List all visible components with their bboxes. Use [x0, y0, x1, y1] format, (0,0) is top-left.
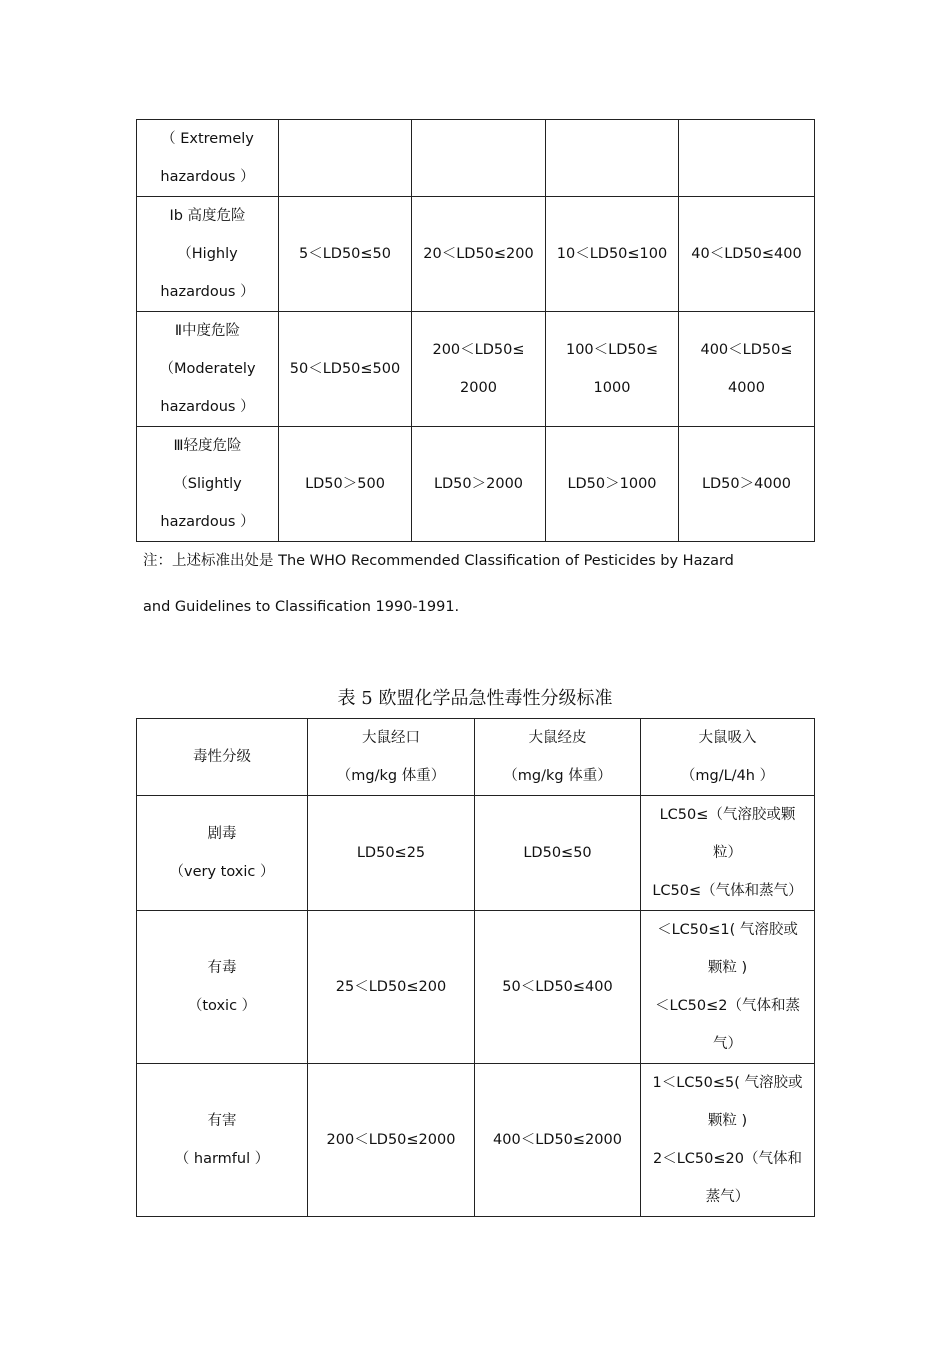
ld50-value-cell-line: 50＜LD50≤500: [289, 361, 401, 377]
hazard-class-cell-line: Ib 高度危险: [169, 208, 246, 224]
ld50-value-cell: [679, 312, 815, 427]
inhalation-value-cell-line: ＜LC50≤1( 气溶胶或: [657, 922, 798, 938]
ld50-value-cell: [279, 120, 412, 197]
inhalation-value-cell-line: 2＜LC50≤20（气体和: [653, 1151, 802, 1167]
column-header: [308, 719, 475, 796]
table-row: [137, 427, 815, 542]
dermal-value-cell-line: 400＜LD50≤2000: [493, 1132, 622, 1148]
ld50-value-cell-line: LD50＞4000: [701, 476, 792, 492]
who-classification-table: [136, 119, 815, 542]
inhalation-value-cell-line: 1＜LC50≤5( 气溶胶或: [652, 1075, 803, 1091]
toxicity-class-cell: [137, 796, 308, 911]
ld50-value-cell: [412, 427, 546, 542]
ld50-value-cell: [546, 197, 679, 312]
column-header-line: 大鼠经皮: [528, 730, 587, 746]
ld50-value-cell: [546, 427, 679, 542]
inhalation-value-cell-line: 气）: [713, 1036, 742, 1052]
hazard-class-cell-line: hazardous ）: [160, 399, 255, 415]
ld50-value-cell: [279, 427, 412, 542]
oral-value-cell-line: 200＜LD50≤2000: [326, 1132, 456, 1148]
hazard-class-cell-line: Ⅲ轻度危险: [173, 438, 242, 454]
hazard-class-cell-line: hazardous ）: [160, 514, 255, 530]
toxicity-class-cell: [137, 911, 308, 1064]
source-note-line-2: and Guidelines to Classification 1990-1991.: [143, 599, 460, 615]
header-row: [137, 719, 815, 796]
ld50-value-cell: [279, 312, 412, 427]
table-row: [137, 911, 815, 1064]
toxicity-class-cell-line: （ harmful ）: [174, 1151, 270, 1167]
toxicity-class-cell-line: （toxic ）: [187, 998, 257, 1014]
ld50-value-cell-line: 20＜LD50≤200: [423, 246, 534, 262]
ld50-value-cell-line: 4000: [728, 380, 765, 396]
hazard-class-cell-line: （Slightly: [173, 476, 242, 492]
column-header: [137, 719, 308, 796]
toxicity-class-cell-line: （very toxic ）: [169, 864, 275, 880]
dermal-value-cell: [475, 796, 641, 911]
ld50-value-cell-line: 400＜LD50≤: [700, 342, 793, 358]
source-note-line-1: 注：上述标准出处是 The WHO Recommended Classification of Pesticides by Hazard: [143, 553, 734, 569]
ld50-value-cell-line: 1000: [593, 380, 631, 396]
dermal-value-cell-line: LD50≤50: [523, 845, 592, 861]
hazard-class-cell-line: Ⅱ中度危险: [174, 323, 241, 339]
ld50-value-cell-line: 100＜LD50≤: [565, 342, 659, 358]
hazard-class-cell-line: hazardous ）: [160, 169, 255, 185]
table-row: [137, 312, 815, 427]
column-header-line: （mg/kg 体重）: [336, 768, 446, 784]
toxicity-class-cell-line: 有害: [207, 1113, 237, 1129]
ld50-value-cell: [546, 312, 679, 427]
column-header-line: 毒性分级: [193, 749, 251, 765]
hazard-class-cell-line: （ Extremely: [161, 131, 254, 147]
table-row: [137, 1064, 815, 1217]
eu-toxicity-table: [136, 718, 815, 1217]
ld50-value-cell-line: 40＜LD50≤400: [691, 246, 802, 262]
oral-value-cell: [308, 796, 475, 911]
ld50-value-cell-line: 10＜LD50≤100: [556, 246, 668, 262]
inhalation-value-cell-line: 蒸气）: [705, 1189, 750, 1205]
ld50-value-cell: [546, 120, 679, 197]
inhalation-value-cell: [641, 1064, 815, 1217]
inhalation-value-cell-line: LC50≤（气体和蒸气）: [652, 883, 803, 899]
ld50-value-cell: [279, 197, 412, 312]
oral-value-cell: [308, 1064, 475, 1217]
inhalation-value-cell-line: 粒）: [713, 845, 742, 861]
toxicity-class-cell-line: 剧毒: [207, 826, 237, 842]
ld50-value-cell-line: 2000: [460, 380, 497, 396]
dermal-value-cell-line: 50＜LD50≤400: [502, 979, 613, 995]
table-row: [137, 120, 815, 197]
hazard-class-cell-line: hazardous ）: [160, 284, 255, 300]
ld50-value-cell: [412, 197, 546, 312]
inhalation-value-cell-line: 颗粒 ): [707, 960, 748, 976]
inhalation-value-cell-line: LC50≤（气溶胶或颗: [659, 807, 796, 823]
ld50-value-cell: [679, 197, 815, 312]
dermal-value-cell: [475, 1064, 641, 1217]
toxicity-class-cell-line: 有毒: [207, 960, 237, 976]
column-header-line: （mg/kg 体重）: [503, 768, 612, 784]
hazard-class-cell: [137, 120, 279, 197]
table-row: [137, 796, 815, 911]
inhalation-value-cell-line: ＜LC50≤2（气体和蒸: [654, 998, 801, 1014]
inhalation-value-cell: [641, 796, 815, 911]
inhalation-value-cell: [641, 911, 815, 1064]
hazard-class-cell-line: （Moderately: [159, 361, 256, 377]
hazard-class-cell: [137, 427, 279, 542]
ld50-value-cell-line: 5＜LD50≤50: [298, 246, 392, 262]
inhalation-value-cell-line: 颗粒 ): [707, 1113, 748, 1129]
table-row: [137, 197, 815, 312]
column-header: [475, 719, 641, 796]
oral-value-cell-line: LD50≤25: [356, 845, 426, 861]
column-header-line: 大鼠经口: [362, 730, 420, 746]
hazard-class-cell: [137, 197, 279, 312]
ld50-value-cell: [412, 120, 546, 197]
dermal-value-cell: [475, 911, 641, 1064]
column-header-line: 大鼠吸入: [698, 730, 757, 746]
hazard-class-cell-line: （Highly: [177, 246, 238, 262]
ld50-value-cell-line: LD50＞1000: [567, 476, 657, 492]
ld50-value-cell: [679, 427, 815, 542]
toxicity-class-cell: [137, 1064, 308, 1217]
ld50-value-cell: [679, 120, 815, 197]
hazard-class-cell: [137, 312, 279, 427]
eu-table-caption: 表 5 欧盟化学品急性毒性分级标准: [337, 688, 613, 709]
oral-value-cell: [308, 911, 475, 1064]
ld50-value-cell: [412, 312, 546, 427]
ld50-value-cell-line: LD50＞2000: [433, 476, 524, 492]
oral-value-cell-line: 25＜LD50≤200: [335, 979, 447, 995]
ld50-value-cell-line: 200＜LD50≤: [432, 342, 525, 358]
column-header: [641, 719, 815, 796]
ld50-value-cell-line: LD50＞500: [305, 476, 385, 492]
column-header-line: （mg/L/4h ）: [680, 768, 775, 784]
